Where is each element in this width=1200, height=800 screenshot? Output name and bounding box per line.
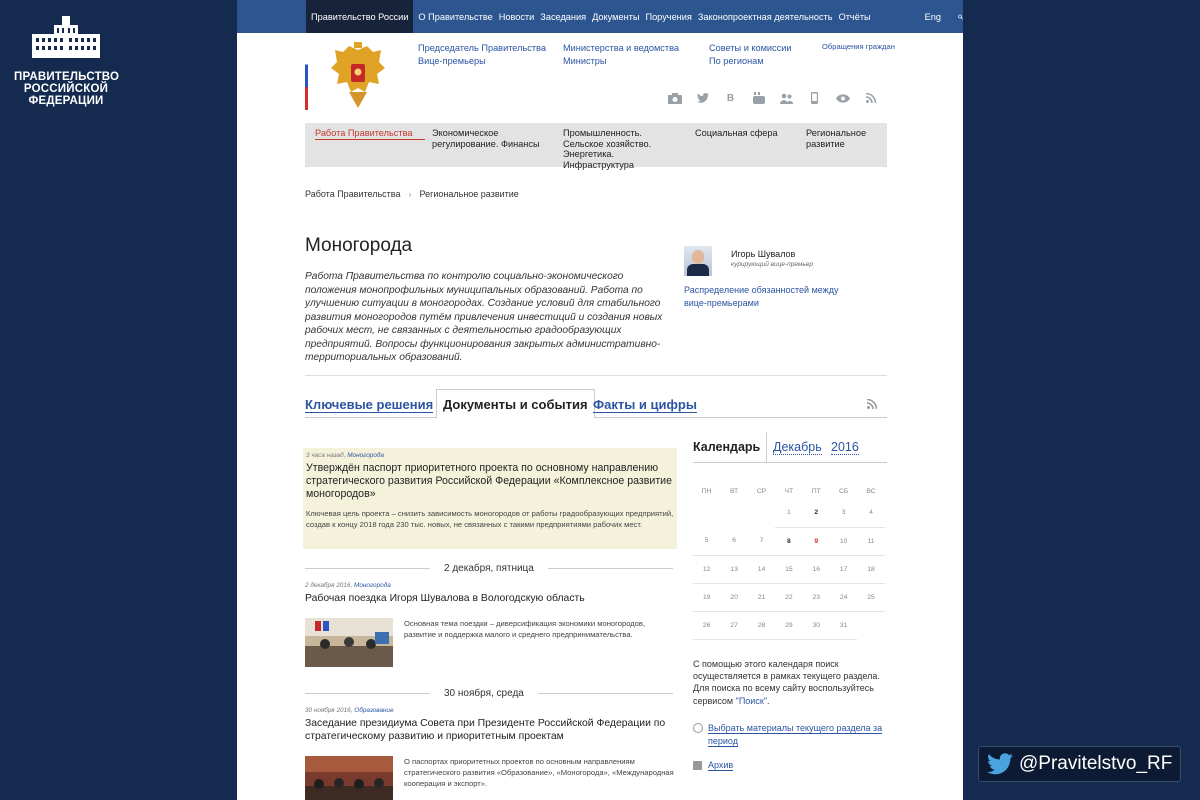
calendar-empty-cell [693, 499, 720, 527]
news-title[interactable]: Рабочая поездка Игоря Шувалова в Вологодскую область [305, 593, 585, 604]
nav-government-russia[interactable]: Правительство России [306, 0, 413, 33]
subnav-social-sphere[interactable]: Социальная сфера [695, 128, 778, 138]
news-thumbnail[interactable] [305, 756, 393, 800]
featured-title[interactable]: Утверждён паспорт приоритетного проекта по основному направлению стратегического развития Российской Федерации «Комплексное развитие моногородов» [306, 462, 672, 500]
calendar-day[interactable]: 19 [693, 583, 720, 611]
calendar-empty-cell [748, 499, 775, 527]
calendar-day[interactable]: 8 [775, 527, 802, 555]
camera-icon[interactable] [667, 92, 682, 104]
page-content [237, 0, 963, 800]
year-selector[interactable]: 2016 [831, 440, 859, 454]
youtube-icon[interactable] [751, 92, 766, 104]
link-chairman[interactable]: Председатель Правительства [418, 43, 546, 53]
calendar-day[interactable]: 5 [693, 527, 720, 555]
clock-icon [693, 723, 703, 733]
site-header [305, 42, 895, 112]
calendar-day[interactable]: 30 [803, 611, 830, 639]
select-period-link[interactable]: Выбрать материалы текущего раздела за период [693, 722, 887, 747]
calendar-day[interactable]: 11 [857, 527, 884, 555]
calendar-day[interactable]: 14 [748, 555, 775, 583]
calendar-day[interactable]: 25 [857, 583, 884, 611]
rss-icon[interactable] [863, 92, 878, 104]
news-tag[interactable]: Образование [354, 707, 394, 714]
news-meta: 2 декабря 2016, Моногорода [305, 582, 391, 589]
nav-instructions[interactable]: Поручения [645, 11, 692, 22]
rss-icon[interactable] [867, 399, 877, 409]
link-councils[interactable]: Советы и комиссии [709, 43, 792, 53]
book-icon [693, 761, 702, 770]
tab-documents-events[interactable]: Документы и события [436, 389, 595, 419]
featured-tag[interactable]: Моногорода [347, 452, 384, 459]
nav-reports[interactable]: Отчёты [838, 11, 871, 22]
divider [305, 375, 887, 376]
calendar-day[interactable]: 22 [775, 583, 802, 611]
calendar-day[interactable]: 18 [857, 555, 884, 583]
day-separator-2: 30 ноября, среда [305, 687, 673, 699]
news-item-2 [305, 707, 677, 788]
archive-link[interactable]: Архив [693, 760, 733, 770]
top-navigation [237, 0, 963, 33]
news-description: Основная тема поездки – диверсификация экономики моногородов, развитие и поддержка малого и среднего предпринимательства. [404, 619, 646, 639]
header-links-col-1 [418, 42, 546, 67]
weekday-label: ЧТ [784, 487, 794, 495]
logo-line-1: ПРАВИТЕЛЬСТВО [14, 71, 120, 83]
logo-line-2: РОССИЙСКОЙ [23, 83, 109, 95]
calendar-day[interactable]: 27 [720, 611, 747, 639]
calendar-day[interactable]: 13 [720, 555, 747, 583]
calendar-day[interactable]: 29 [775, 611, 802, 639]
eye-icon[interactable] [835, 92, 850, 104]
calendar-grid [693, 483, 885, 640]
calendar-header [693, 432, 887, 463]
page-title: Моногорода [305, 235, 413, 256]
calendar-day[interactable]: 1 [775, 499, 802, 527]
nav-documents[interactable]: Документы [592, 11, 640, 22]
curator-name[interactable]: Игорь Шувалов [731, 249, 796, 259]
link-ministers[interactable]: Министры [563, 55, 607, 66]
day-separator-1: 2 декабря, пятница [305, 562, 673, 574]
subnav-economic-regulation[interactable]: Экономическое регулирование. Финансы [432, 128, 540, 149]
breadcrumb-item-1[interactable]: Работа Правительства [305, 189, 401, 199]
people-icon[interactable] [779, 92, 794, 104]
language-switch[interactable]: Eng [924, 11, 941, 22]
calendar-day[interactable]: 10 [830, 527, 857, 555]
calendar-day[interactable]: 9 [803, 527, 830, 555]
search-service-link[interactable]: "Поиск" [735, 695, 767, 706]
calendar-day[interactable]: 3 [830, 499, 857, 527]
logo-line-3: ФЕДЕРАЦИИ [28, 95, 104, 107]
calendar-day[interactable]: 15 [775, 555, 802, 583]
calendar-day[interactable]: 7 [748, 527, 775, 555]
breadcrumb-item-2[interactable]: Региональное развитие [419, 189, 519, 199]
calendar-day[interactable]: 21 [748, 583, 775, 611]
link-ministries[interactable]: Министерства и ведомства [563, 43, 679, 53]
subnav-regional-development[interactable]: Региональное развитие [806, 128, 867, 149]
header-links-col-2 [563, 42, 679, 67]
calendar-day[interactable]: 23 [803, 583, 830, 611]
nav-legislation[interactable]: Законопроектная деятельность [697, 11, 833, 22]
mobile-icon[interactable] [807, 92, 822, 104]
featured-news[interactable] [303, 448, 677, 549]
weekday-label: ПН [701, 487, 712, 495]
nav-about-government[interactable]: О Правительстве [418, 11, 493, 22]
weekday-label: ВТ [729, 487, 739, 495]
weekday-label: ПТ [811, 487, 821, 495]
subnav-government-work[interactable]: Работа Правительства [315, 128, 425, 140]
section-navigation [305, 123, 887, 170]
news-title[interactable]: Заседание президиума Совета при Президенте Российской Федерации по стратегическому развитию и приоритетным проектам [305, 718, 666, 742]
calendar-day[interactable]: 31 [830, 611, 857, 639]
tab-facts-figures[interactable]: Факты и цифры [593, 397, 697, 412]
link-vice-premiers[interactable]: Вице-премьеры [418, 55, 486, 66]
coat-of-arms-icon[interactable] [329, 42, 387, 108]
subnav-industry[interactable]: Промышленность. Сельское хозяйство. Энергетика. Инфраструктура [563, 128, 652, 170]
calendar-day[interactable]: 12 [693, 555, 720, 583]
link-citizen-appeals[interactable]: Обращения граждан [822, 42, 895, 51]
news-description: О паспортах приоритетных проектов по основным направлениям стратегического развития «Образование», «Моногорода», «Международная кооперация и экспорт». [404, 757, 674, 788]
calendar-day[interactable]: 16 [803, 555, 830, 583]
tab-key-decisions[interactable]: Ключевые решения [305, 397, 434, 412]
featured-description: Ключевая цель проекта – снизить зависимость моногородов от работы градообразующих предприятий, создав к концу 2018 года 230 тыс. новых, не связанных с такими предприятиями рабочих мест. [306, 509, 674, 530]
content-tabs [305, 389, 887, 418]
breadcrumb [305, 189, 519, 199]
link-regions[interactable]: По регионам [709, 55, 764, 66]
calendar-note: С помощью этого календаря поиск осуществляется в рамках текущего раздела. Для поиска по всему сайту воспользуйтесь сервисом "Поиск". [693, 659, 880, 706]
news-thumbnail[interactable] [305, 618, 393, 667]
weekday-label: ВС [866, 487, 876, 495]
calendar-day[interactable]: 2 [803, 499, 830, 527]
vk-icon[interactable]: B [726, 92, 735, 104]
month-selector[interactable]: Декабрь [773, 440, 822, 454]
featured-meta: 3 часа назад, Моногорода [306, 452, 384, 459]
calendar-empty-cell [857, 611, 884, 639]
divider [766, 432, 767, 463]
calendar-label: Календарь [693, 440, 761, 454]
calendar-day[interactable]: 17 [830, 555, 857, 583]
calendar-day[interactable]: 26 [693, 611, 720, 639]
flag-stripe [305, 42, 308, 110]
weekday-label: СБ [838, 487, 849, 495]
weekday-label: СР [756, 487, 767, 495]
duties-link[interactable]: Распределение обязанностей между вице-премьерами [684, 285, 839, 308]
twitter-badge[interactable] [978, 746, 1181, 782]
search-icon[interactable] [958, 10, 963, 24]
avatar[interactable] [684, 246, 712, 276]
calendar-day[interactable]: 28 [748, 611, 775, 639]
header-links-col-3 [709, 42, 792, 67]
curator-role: курирующий вице-премьер [731, 261, 813, 268]
page-lead: Работа Правительства по контролю социально-экономического положения монопрофильных муниципальных образований. Работа по улучшению ситуации в моногородах. Создание условий для стабильного развития моногородов путём привлечения инвестиций и создания новых рабочих мест, не связанных с деятельностью градообразующих предприятий. Вопросы функционирования закрытых административно-территориальных образований. [305, 271, 663, 363]
twitter-bird-icon [987, 753, 1013, 775]
twitter-handle: @Pravitelstvo_RF [1019, 753, 1173, 774]
news-tag[interactable]: Моногорода [354, 582, 391, 589]
chevron-right-icon: › [408, 189, 412, 199]
calendar-day[interactable]: 6 [720, 527, 747, 555]
calendar-day[interactable]: 24 [830, 583, 857, 611]
nav-meetings[interactable]: Заседания [540, 11, 587, 22]
calendar [693, 432, 887, 629]
government-logo[interactable] [14, 16, 118, 107]
social-links [667, 92, 878, 104]
white-house-icon [26, 16, 106, 60]
twitter-icon[interactable] [695, 92, 710, 104]
news-meta: 30 ноября 2016, Образование [305, 707, 394, 714]
calendar-day[interactable]: 20 [720, 583, 747, 611]
calendar-day[interactable]: 4 [857, 499, 884, 527]
calendar-empty-cell [720, 499, 747, 527]
news-item-1 [305, 582, 677, 639]
nav-news[interactable]: Новости [498, 11, 535, 22]
